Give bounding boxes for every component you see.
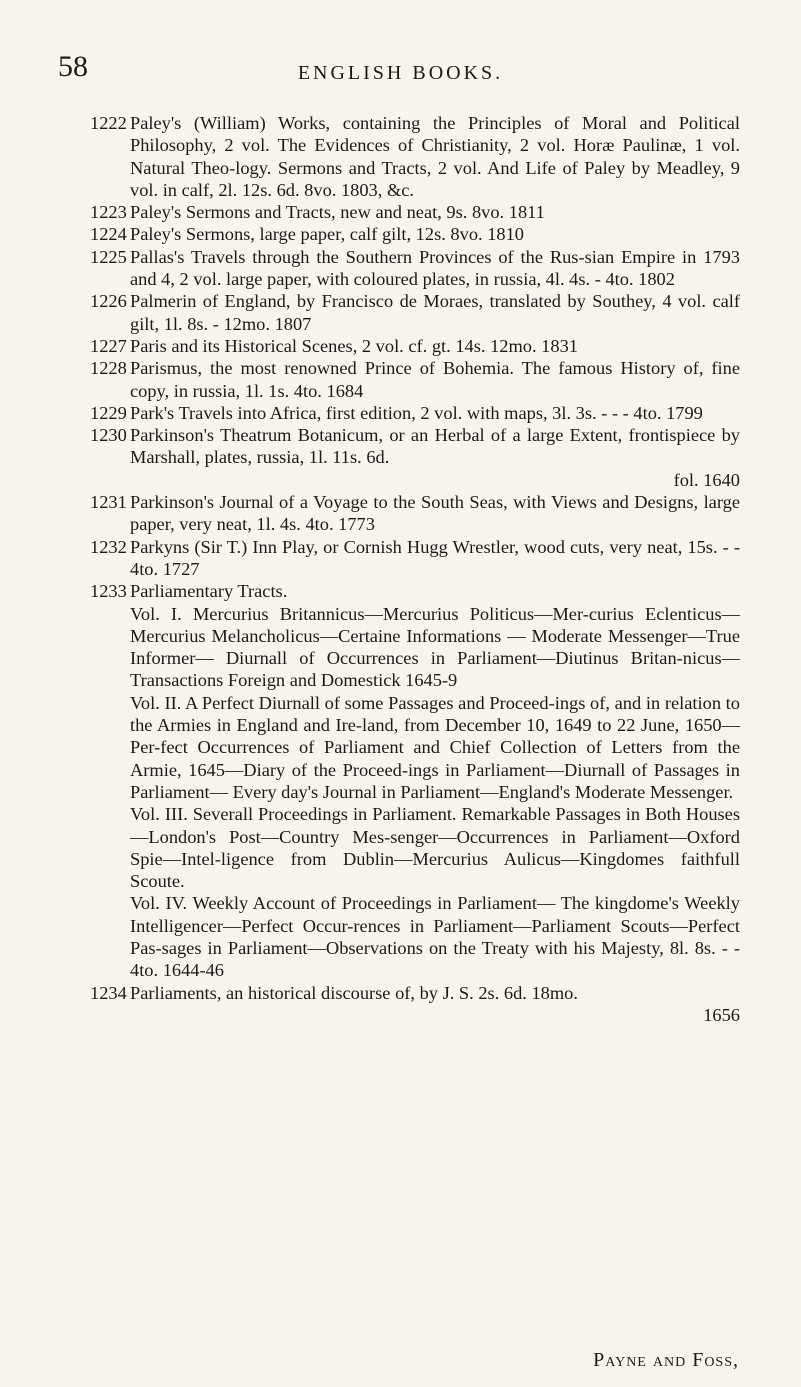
entry-number: 1226 (90, 291, 127, 312)
entry-number: 1234 (90, 982, 127, 1003)
catalogue-entry (90, 402, 740, 424)
entry-number: 1223 (90, 202, 127, 223)
tracts-volume: Vol. III. Severall Proceedings in Parliament. Remarkable Passages in Both Houses—London's Post—Country Mes-senger—Occurrences in Parliament—Oxford Spie—Intel-ligence from Dublin—Mercurius Aulicus—Kingdomes faithfull Scoute. (130, 804, 740, 892)
tracts-volume: Vol. II. A Perfect Diurnall of some Passages and Proceed-ings of, and in relation to the Armies in England and Ire-land, from December 10, 1649 to 22 June, 1650—Per-fect Occurrences of Parliament and Chief Collection of Letters from the Armie, 1645—Diary of the Proceed-ings in Parliament—Diurnall of Passages in Parliament— Every day's Journal in Parliament—England's Moderate Messenger. (130, 692, 740, 802)
entry-text: Paris and its Historical Scenes, 2 vol. cf. gt. 14s. 12mo. 1831 (130, 335, 578, 356)
entry-number: 1222 (90, 113, 127, 133)
page-number: 58 (58, 50, 88, 83)
entry-text: Parliamentary Tracts. (130, 581, 288, 602)
entry-text: Park's Travels into Africa, first edition, 2 vol. with maps, 3l. 3s. - - - 4to. 1799 (130, 402, 703, 423)
entry-number: 1230 (90, 425, 127, 446)
catalogue-entry (90, 536, 740, 581)
entry-number: 1233 (90, 581, 127, 602)
entry-text: Parkyns (Sir T.) Inn Play, or Cornish Hugg Wrestler, wood cuts, very neat, 15s. - - 4to. 1727 (130, 536, 740, 579)
entry-number: 1224 (90, 224, 127, 245)
entry-number: 1229 (90, 402, 127, 423)
catalogue-entry (90, 335, 740, 357)
catalogue-entry (90, 246, 740, 291)
running-head: ENGLISH BOOKS. (297, 62, 504, 84)
entry-imprint: 1656 (703, 1004, 740, 1025)
entry-number: 1227 (90, 335, 127, 356)
entry-number: 1232 (90, 536, 127, 557)
entry-number: 1231 (90, 492, 127, 513)
entry-text: Paley's (William) Works, containing the Principles of Moral and Political Philosophy, 2 vol. The Evidences of Christianity, 2 vol. Horæ Paulinæ, 1 vol. Natural Theo-logy. Sermons and Tracts, 2 vol. And Life of Paley by Meadley, 9 vol. in calf, 2l. 12s. 6d. 8vo. 1803, &c. (130, 113, 740, 200)
catalogue-entry (90, 112, 740, 201)
entry-list (90, 112, 740, 1026)
catalogue-entry (90, 290, 740, 335)
catalogue-entry (90, 982, 740, 1027)
catalogue-entry (90, 580, 740, 981)
tracts-volume: Vol. I. Mercurius Britannicus—Mercurius Politicus—Mer-curius Eclenticus—Mercurius Melancholicus—Certaine Informations — Moderate Messenger—True Informer— Diurnall of Occurrences in Parliament—Diutinus Britan-nicus—Transactions Foreign and Domestick 1645-9 (130, 603, 740, 691)
entry-text: Paley's Sermons and Tracts, new and neat, 9s. 8vo. 1811 (130, 202, 545, 223)
catalogue-entry (90, 201, 740, 223)
entry-text: Pallas's Travels through the Southern Provinces of the Rus-sian Empire in 1793 and 4, 2 vol. large paper, with coloured plates, in russia, 4l. 4s. - 4to. 1802 (130, 246, 740, 290)
entry-text: Parismus, the most renowned Prince of Bohemia. The famous History of, fine copy, in russia, 1l. 1s. 4to. 1684 (130, 358, 740, 401)
catchword: Payne and Foss, (593, 1349, 739, 1371)
tracts-volume: Vol. IV. Weekly Account of Proceedings in Parliament— The kingdome's Weekly Intelligencer—Perfect Occur-rences in Parliament—Parliament Scouts—Perfect Pas-sages in Parliament—Observations on the Treaty with his Majesty, 8l. 8s. - - 4to. 1644-46 (130, 893, 740, 981)
entry-text: Parkinson's Theatrum Botanicum, or an Herbal of a large Extent, frontispiece by Marshall, plates, russia, 1l. 11s. 6d. (130, 425, 740, 468)
entry-text: Parkinson's Journal of a Voyage to the South Seas, with Views and Designs, large paper, very neat, 1l. 4s. 4to. 1773 (130, 492, 740, 535)
entry-number: 1225 (90, 246, 127, 267)
catalogue-entry (90, 357, 740, 402)
catalogue-entry (90, 223, 740, 245)
catalogue-entry (90, 491, 740, 536)
entry-number: 1228 (90, 358, 127, 379)
catalogue-entry (90, 424, 740, 491)
entry-imprint: fol. 1640 (673, 469, 740, 490)
entry-text: Parliaments, an historical discourse of, by J. S. 2s. 6d. 18mo. (130, 982, 578, 1003)
entry-text: Palmerin of England, by Francisco de Moraes, translated by Southey, 4 vol. calf gilt, 1l. 8s. - 12mo. 1807 (130, 291, 740, 334)
entry-text: Paley's Sermons, large paper, calf gilt, 12s. 8vo. 1810 (130, 224, 524, 245)
